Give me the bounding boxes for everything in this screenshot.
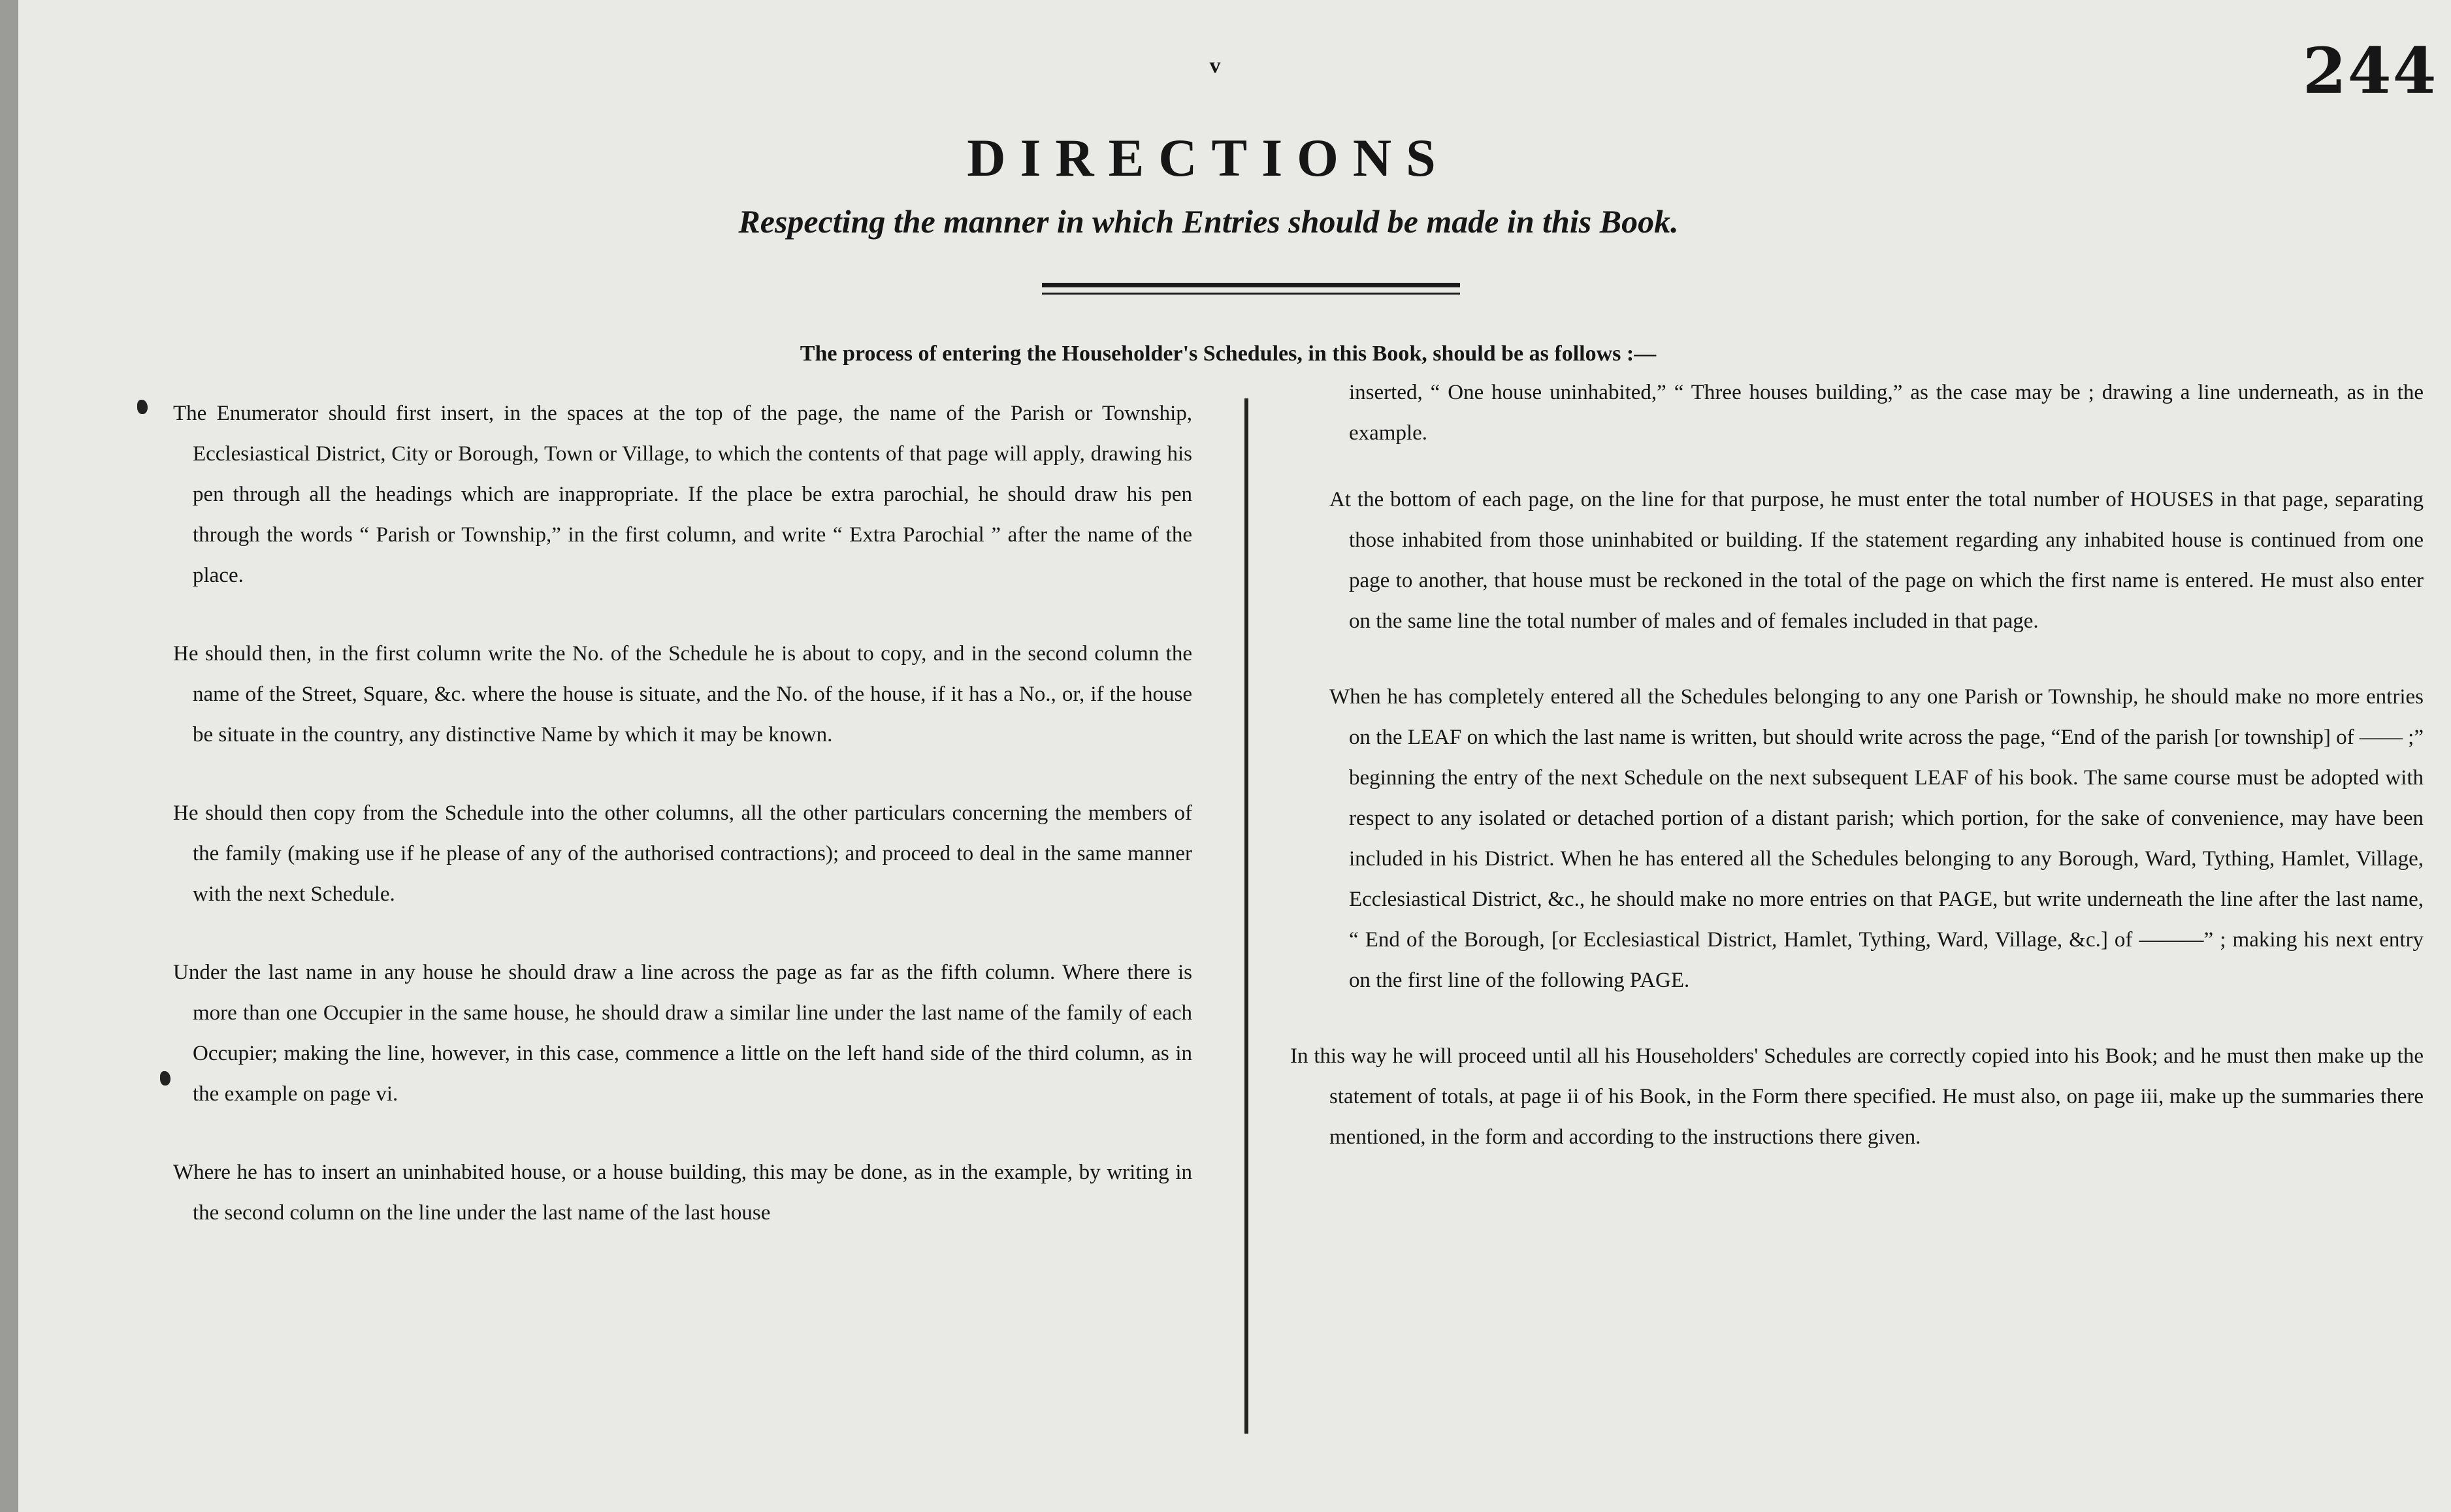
folio-page-number: 244 bbox=[2303, 34, 2438, 108]
column-divider bbox=[1244, 398, 1248, 1434]
right-column bbox=[1290, 372, 2424, 1193]
paragraph: He should then, in the first column write the No. of the Schedule he is about to copy, and in the second column the name of the Street, Square, &c. where the house is situate, and the No. of the house, if it has a No., or, if the house be situate in the country, any distinctive Name by which it may be known. bbox=[173, 642, 1192, 747]
paragraph: At the bottom of each page, on the line for that purpose, he must enter the total number of HOUSES in that page, separating those inhabited from those uninhabited or building. If the statement regarding any inhabited house is continued from one page to another, that house must be reckoned in the total of the page on which the first name is entered. He must also enter on the same line the total number of males and of females included in that page. bbox=[1329, 488, 2424, 633]
page-subtitle: Respecting the manner in which Entries should be made in this Book. bbox=[738, 203, 1679, 240]
page-title: DIRECTIONS bbox=[967, 128, 1450, 187]
paragraph: In this way he will proceed until all his Householders' Schedules are correctly copied into his Book; and he must then make up the statement of totals, at page ii of his Book, in the Form there specified. He must also, on page iii, make up the summaries there mentioned, in the form and according to the instructions there given. bbox=[1290, 1044, 2424, 1149]
title-double-rule-thin bbox=[1042, 293, 1460, 295]
intro-sentence: The process of entering the Householder's Schedules, in this Book, should be as follows :— bbox=[800, 342, 1657, 366]
paragraph: When he has completely entered all the Schedules belonging to any one Parish or Township, he should make no more entries on the LEAF on which the last name is written, but should write across the page, “End of the parish [or township] of —— ;” beginning the entry of the next Schedule on the next subsequent LEAF of his book. The same course must be adopted with respect to any isolated or detached portion of a distant parish; which portion, for the sake of convenience, may have been included in his District. When he has entered all the Schedules belonging to any Borough, Ward, Tything, Hamlet, Village, Ecclesiastical District, &c., he should make no more entries on that PAGE, but write underneath the line after the last name, “ End of the Borough, [or Ecclesiastical District, Hamlet, Tything, Ward, Village, &c.] of ———” ; making his next entry on the first line of the following PAGE. bbox=[1329, 685, 2424, 992]
roman-page-numeral: v bbox=[1209, 54, 1221, 78]
title-double-rule-thick bbox=[1042, 283, 1460, 287]
paragraph-continuation: inserted, “ One house uninhabited,” “ Three houses building,” as the case may be ; drawing a line underneath, as in the example. bbox=[1349, 381, 2424, 445]
paragraph: The Enumerator should first insert, in the spaces at the top of the page, the name of the Parish or Township, Ecclesiastical District, City or Borough, Town or Village, to which the contents of that page will apply, drawing his pen through all the headings which are inappropriate. If the place be extra parochial, he should draw his pen through the words “ Parish or Township,” in the first column, and write “ Extra Parochial ” after the name of the place. bbox=[173, 402, 1192, 587]
ink-pointer-mark bbox=[137, 400, 148, 414]
paragraph: Under the last name in any house he should draw a line across the page as far as the fifth column. Where there is more than one Occupier in the same house, he should draw a similar line under the last name of the family of each Occupier; making the line, however, in this case, commence a little on the left hand side of the third column, as in the example on page vi. bbox=[173, 961, 1192, 1106]
left-column bbox=[173, 393, 1192, 1271]
ink-pointer-mark bbox=[160, 1071, 170, 1086]
paragraph: He should then copy from the Schedule into the other columns, all the other particulars concerning the members of the family (making use if he please of any of the authorised contractions); and proceed to deal in the same manner with the next Schedule. bbox=[173, 801, 1192, 906]
page-edge-shadow bbox=[0, 0, 18, 1512]
paragraph: Where he has to insert an uninhabited house, or a house building, this may be done, as in the example, by writing in the second column on the line under the last name of the last house bbox=[173, 1161, 1192, 1225]
